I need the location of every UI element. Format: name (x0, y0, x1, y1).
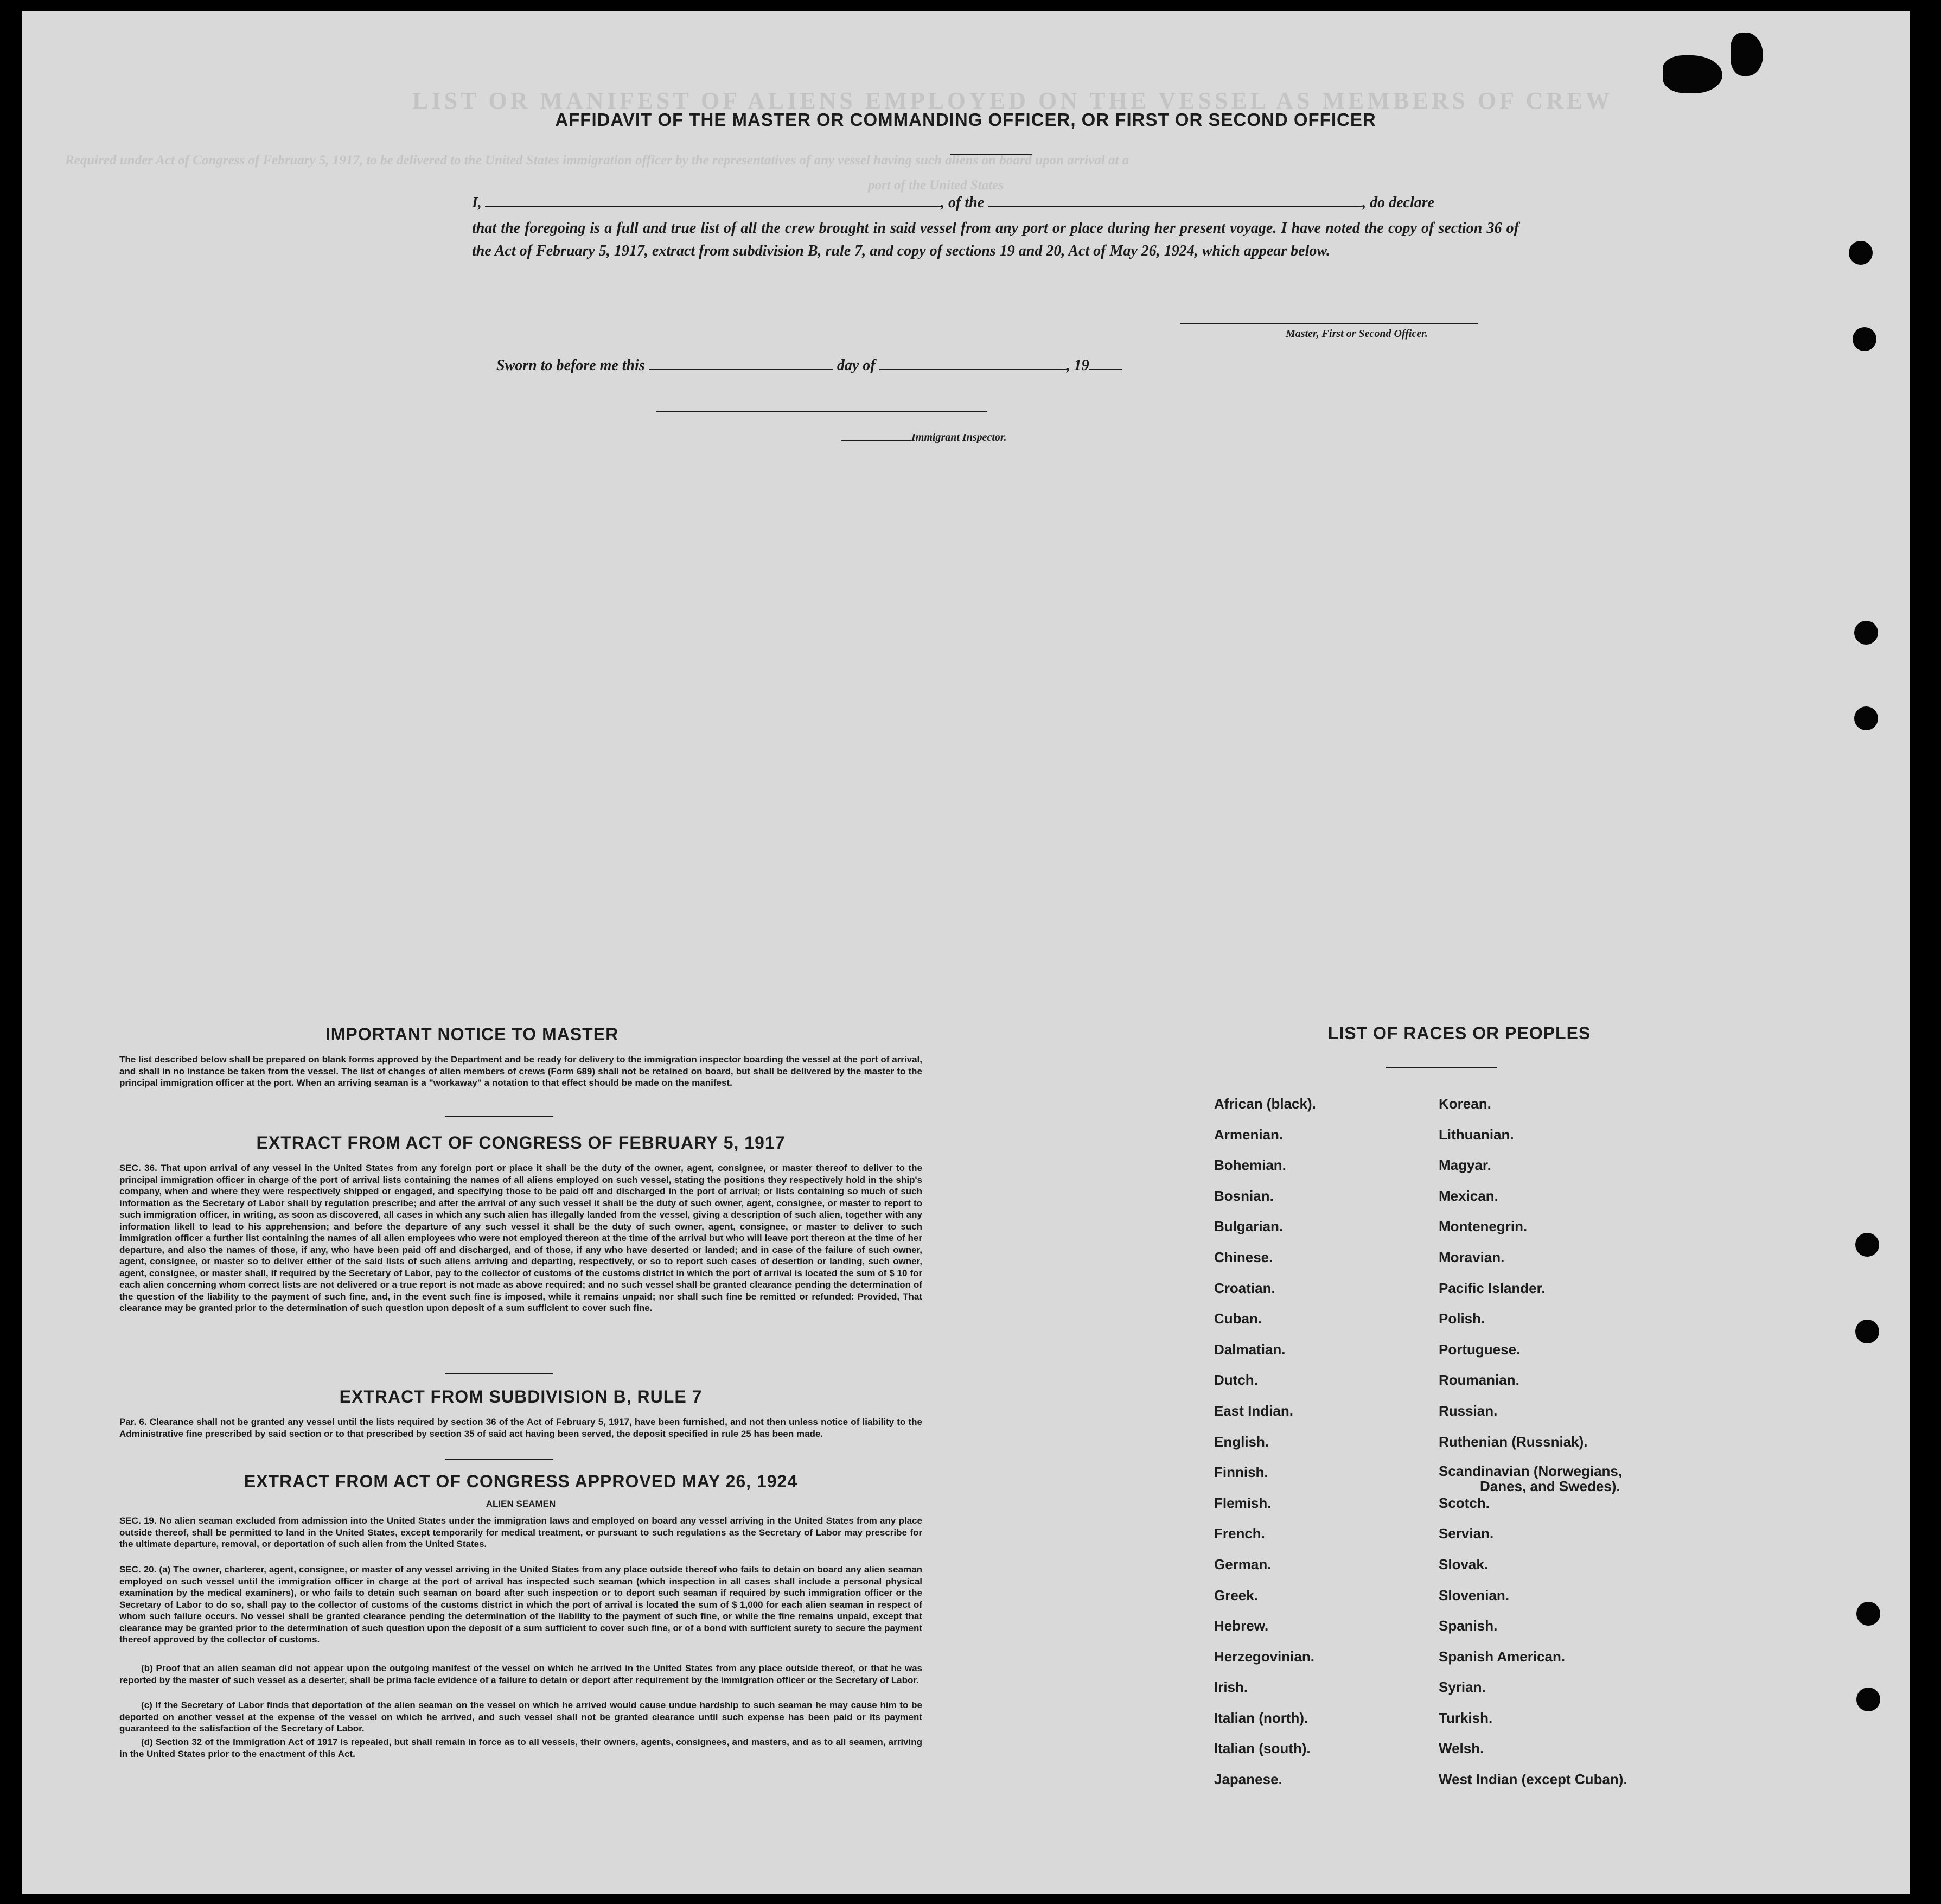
race-item: Herzegovinian. (1214, 1648, 1314, 1665)
race-item: Slovenian. (1439, 1587, 1510, 1603)
race-item: Italian (south). (1214, 1740, 1311, 1757)
sworn-line (496, 357, 1122, 374)
races-divider (1386, 1067, 1497, 1068)
race-item: Hebrew. (1214, 1618, 1269, 1634)
race-item: Mexican. (1439, 1187, 1498, 1204)
paper-tear (1663, 55, 1722, 93)
sworn-day-field[interactable] (649, 357, 833, 370)
paper-tear (1731, 33, 1763, 76)
sworn-text: Sworn to before me this (496, 357, 645, 374)
race-item: Bulgarian. (1214, 1218, 1284, 1235)
sworn-month-field[interactable] (879, 357, 1067, 370)
affidavit-declaration-line (472, 194, 1434, 212)
race-item: Ruthenian (Russniak). (1439, 1433, 1588, 1450)
race-item: Portuguese. (1439, 1341, 1521, 1358)
race-item: Russian. (1439, 1402, 1498, 1419)
races-right-column (1439, 1095, 1627, 1801)
race-item: English. (1214, 1433, 1269, 1450)
affidavit-title: AFFIDAVIT OF THE MASTER OR COMMANDING OFFICER, OR FIRST OR SECOND OFFICER (555, 110, 1376, 130)
race-item: Korean. (1439, 1096, 1491, 1112)
binder-hole (1856, 1602, 1880, 1626)
extract-rule7-title: EXTRACT FROM SUBDIVISION B, RULE 7 (339, 1387, 703, 1406)
binder-hole (1854, 706, 1878, 730)
race-item-multiline (1439, 1463, 1627, 1494)
extract-1917-title: EXTRACT FROM ACT OF CONGRESS OF FEBRUARY 5, 1917 (256, 1133, 786, 1152)
binder-hole (1855, 1320, 1879, 1343)
divider-3 (445, 1459, 553, 1460)
race-item: Finnish. (1214, 1464, 1268, 1481)
affidavit-body: that the foregoing is a full and true list of all the crew brought in said vessel from any port or place during her present voyage. I have noted the copy of section 36 of the Act of February 5, 1917, extract from subdivision B, rule 7, and copy of sections 19 and 20, Act of May 26, 1924, which appear below. (472, 220, 1519, 259)
inspector-prefix-line (841, 432, 911, 441)
title-divider (950, 154, 1032, 155)
race-item: Magyar. (1439, 1157, 1491, 1174)
inspector-label-wrap (841, 431, 1007, 444)
race-item: Pacific Islander. (1439, 1279, 1546, 1296)
bleed-through-title: LIST OR MANIFEST OF ALIENS EMPLOYED ON THE VESSEL AS MEMBERS OF CREW (412, 87, 1613, 114)
extract-1924-subtitle: ALIEN SEAMEN (486, 1499, 556, 1509)
race-item: Bosnian. (1214, 1187, 1274, 1204)
master-name-field[interactable] (485, 194, 941, 207)
race-item: Chinese. (1214, 1249, 1273, 1265)
race-item: West Indian (except Cuban). (1439, 1771, 1627, 1788)
bleed-through-subtitle-2: port of the United States (868, 178, 1004, 193)
binder-hole (1856, 1688, 1880, 1711)
race-item: Lithuanian. (1439, 1126, 1514, 1143)
sec-20d-text: (d) Section 32 of the Immigration Act of 1917 is repealed, but shall remain in force as to all vessels, their owners, agents, consignees, and masters, and as to all seamen, arriving in the United States prior to the enactment of this Act. (119, 1737, 922, 1759)
document-page (22, 11, 1910, 1894)
race-item: Polish. (1439, 1310, 1485, 1327)
race-item: Cuban. (1214, 1310, 1262, 1327)
inspector-label: Immigrant Inspector. (911, 431, 1007, 443)
signature-line[interactable] (1180, 323, 1478, 324)
inspector-signature-line[interactable] (656, 411, 987, 412)
race-item: Scotch. (1439, 1494, 1490, 1511)
sec-19-text: SEC. 19. No alien seaman excluded from admission into the United States under the immigration laws and employed on board any vessel arriving in the United States from any place outside thereof, shall be permitted to land in the United States, except temporarily for medical treatment, or pursuant to such regulations as the Secretary of Labor may prescribe for the ultimate departure, removal, or deportation of such alien from the United States. (119, 1515, 922, 1549)
affidavit-i: I, (472, 194, 482, 211)
extract-1917-body: SEC. 36. That upon arrival of any vessel in the United States from any foreign port or place it shall be the duty of the owner, agent, consignee, or master thereof to deliver to the principal immigration officer in charge of the port of arrival lists containing the names of all aliens employed on such vessel, stating the positions they respectively hold in the ship's company, when and where they were respectively shipped or engaged, and specifying those to be paid off and discharged in the port of arrival; or lists containing so much of such information as the Secretary of Labor shall by regulation prescribe; and after the arrival of any such vessel it shall be the duty of such owner, agent, consignee, or master to report to such immigration officer, in writing, as soon as discovered, all cases in which any such alien has illegally landed from the vessel, giving a description of such alien, together with any information likell to lead to his apprehension; and before the departure of any such vessel it shall be the duty of such owner, agent, consignee, or master to deliver to such immigration officer a further list containing the names of all alien employees who were not employed thereon at the time of the arrival but who will leave port thereon at the time of her departure, and also the names of those, if any, who have been paid off and discharged, and of those, if any who have deserted or landed; and in case of the failure of such owner, agent, consignee, or master so to deliver either of the said lists of such aliens arriving and departing, respectively, or so to report such cases of desertion or landing, such owner, agent, consignee, or master shall, if required by the Secretary of Labor, pay to the collector of customs of the customs district in which the port of arrival is located the sum of $ 10 for each alien concerning whom correct lists are not delivered or a true report is not made as above required; and no such vessel shall be granted clearance pending the determination of the question of the liability to the payment of such fine, and, in the event such fine is imposed, while it remains unpaid; nor shall such fine be remitted or refunded: Provided, That clearance may be granted prior to the determination of such question upon deposit of a sum sufficient to cover such fine. (119, 1163, 922, 1313)
race-item: Flemish. (1214, 1494, 1272, 1511)
bleed-through-subtitle: Required under Act of Congress of February 5, 1917, to be delivered to the United States immigration officer by the representatives of any vessel having such aliens on board upon arrival at a (65, 153, 1129, 168)
vessel-name-field[interactable] (988, 194, 1362, 207)
signature-label: Master, First or Second Officer. (1286, 328, 1428, 340)
extract-rule7-body: Par. 6. Clearance shall not be granted any vessel until the lists required by section 36 of the Act of February 5, 1917, have been furnished, and not then unless notice of liability to the Administrative fine prescribed by said section or to that prescribed by section 35 of said act having been served, the deposit specified in rule 25 has been made. (119, 1417, 922, 1439)
divider-1 (445, 1116, 553, 1117)
race-item: Welsh. (1439, 1740, 1484, 1757)
races-title: LIST OF RACES OR PEOPLES (1327, 1023, 1591, 1043)
race-item: Spanish American. (1439, 1648, 1566, 1665)
day-of-text: day of (837, 357, 876, 374)
race-item: Dutch. (1214, 1372, 1258, 1389)
race-item: Armenian. (1214, 1126, 1284, 1143)
race-item: Syrian. (1439, 1679, 1486, 1696)
affidavit-do-declare: , do declare (1362, 194, 1435, 211)
sworn-year-field[interactable] (1089, 357, 1122, 370)
race-item: Bohemian. (1214, 1157, 1286, 1174)
binder-hole (1854, 621, 1878, 645)
binder-hole (1855, 1233, 1879, 1257)
sec-20c-text: (c) If the Secretary of Labor finds that deportation of the alien seaman on the vessel on which he arrived would cause undue hardship to such seaman he may cause him to be deported on another vessel at the expense of the vessel on which he arrived, and such vessel shall not be granted clearance until such expense has been paid or its payment guaranteed to the satisfaction of the Secretary of Labor. (119, 1700, 922, 1734)
notice-body: The list described below shall be prepared on blank forms approved by the Department and be ready for delivery to the immigration inspector boarding the vessel at the port of arrival, and shall in no instance be taken from the vessel. The list of changes of alien members of crews (Form 689) shall not be retained on board, but shall be delivered by the master to the principal immigration officer at the port. When an arriving seaman is a "workaway" a notation to that effect should be made on the manifest. (119, 1054, 922, 1088)
race-item-line: Danes, and Swedes). (1480, 1478, 1620, 1495)
race-item: Croatian. (1214, 1279, 1275, 1296)
race-item: Montenegrin. (1439, 1218, 1528, 1235)
sec-20b-text: (b) Proof that an alien seaman did not appear upon the outgoing manifest of the vessel on which he arrived in the United States from any place outside thereof, or that he was reported by the master of such vessel as a deserter, shall be prima facie evidence of a failure to detain or deport after requirement by the immigration officer or the Secretary of Labor. (119, 1663, 922, 1685)
binder-hole (1853, 327, 1876, 351)
race-item: Moravian. (1439, 1249, 1505, 1265)
race-item: East Indian. (1214, 1402, 1293, 1419)
notice-title: IMPORTANT NOTICE TO MASTER (325, 1024, 619, 1044)
race-item: Spanish. (1439, 1618, 1498, 1634)
race-item: Servian. (1439, 1525, 1494, 1542)
race-item: Dalmatian. (1214, 1341, 1286, 1358)
sec-20a-text: SEC. 20. (a) The owner, charterer, agent, consignee, or master of any vessel arriving in the United States from any place outside thereof who fails to detain on board any alien seaman employed on such vessel until the immigration officer in charge at the port of arrival has inspected such seaman (which inspection in all cases shall include a personal physical examination by the medical examiners), or who fails to detain such seaman on board after such inspection or to deport such seaman if required by such immigration officer or the Secretary of Labor to do so, shall pay to the collector of customs of the customs district in which the port of arrival is located the sum of $ 1,000 for each alien seaman in respect of whom such failure occurs. No vessel shall be granted clearance pending the determination of the liability to the payment of such fine, or while the fine remains unpaid, except that clearance may be granted prior to the determination of such question upon the deposit of a sum sufficient to cover such fine, or of a bond with sufficient surety to secure the payment thereof approved by the collector of customs. (119, 1564, 922, 1645)
affidavit-of-the: , of the (941, 194, 985, 211)
extract-1924-title: EXTRACT FROM ACT OF CONGRESS APPROVED MAY 26, 1924 (244, 1472, 798, 1491)
race-item: German. (1214, 1556, 1272, 1572)
race-item: Roumanian. (1439, 1372, 1519, 1389)
race-item: Slovak. (1439, 1556, 1489, 1572)
race-item: Irish. (1214, 1679, 1248, 1696)
race-item: Japanese. (1214, 1771, 1282, 1788)
race-item: French. (1214, 1525, 1265, 1542)
year-prefix: , 19 (1066, 357, 1089, 374)
binder-hole (1849, 241, 1873, 265)
race-item: Greek. (1214, 1587, 1258, 1603)
race-item-line: Scandinavian (Norwegians, (1439, 1463, 1623, 1480)
races-left-column (1214, 1095, 1316, 1801)
divider-2 (445, 1373, 553, 1374)
race-item: African (black). (1214, 1096, 1316, 1112)
race-item: Turkish. (1439, 1709, 1493, 1726)
race-item: Italian (north). (1214, 1709, 1308, 1726)
